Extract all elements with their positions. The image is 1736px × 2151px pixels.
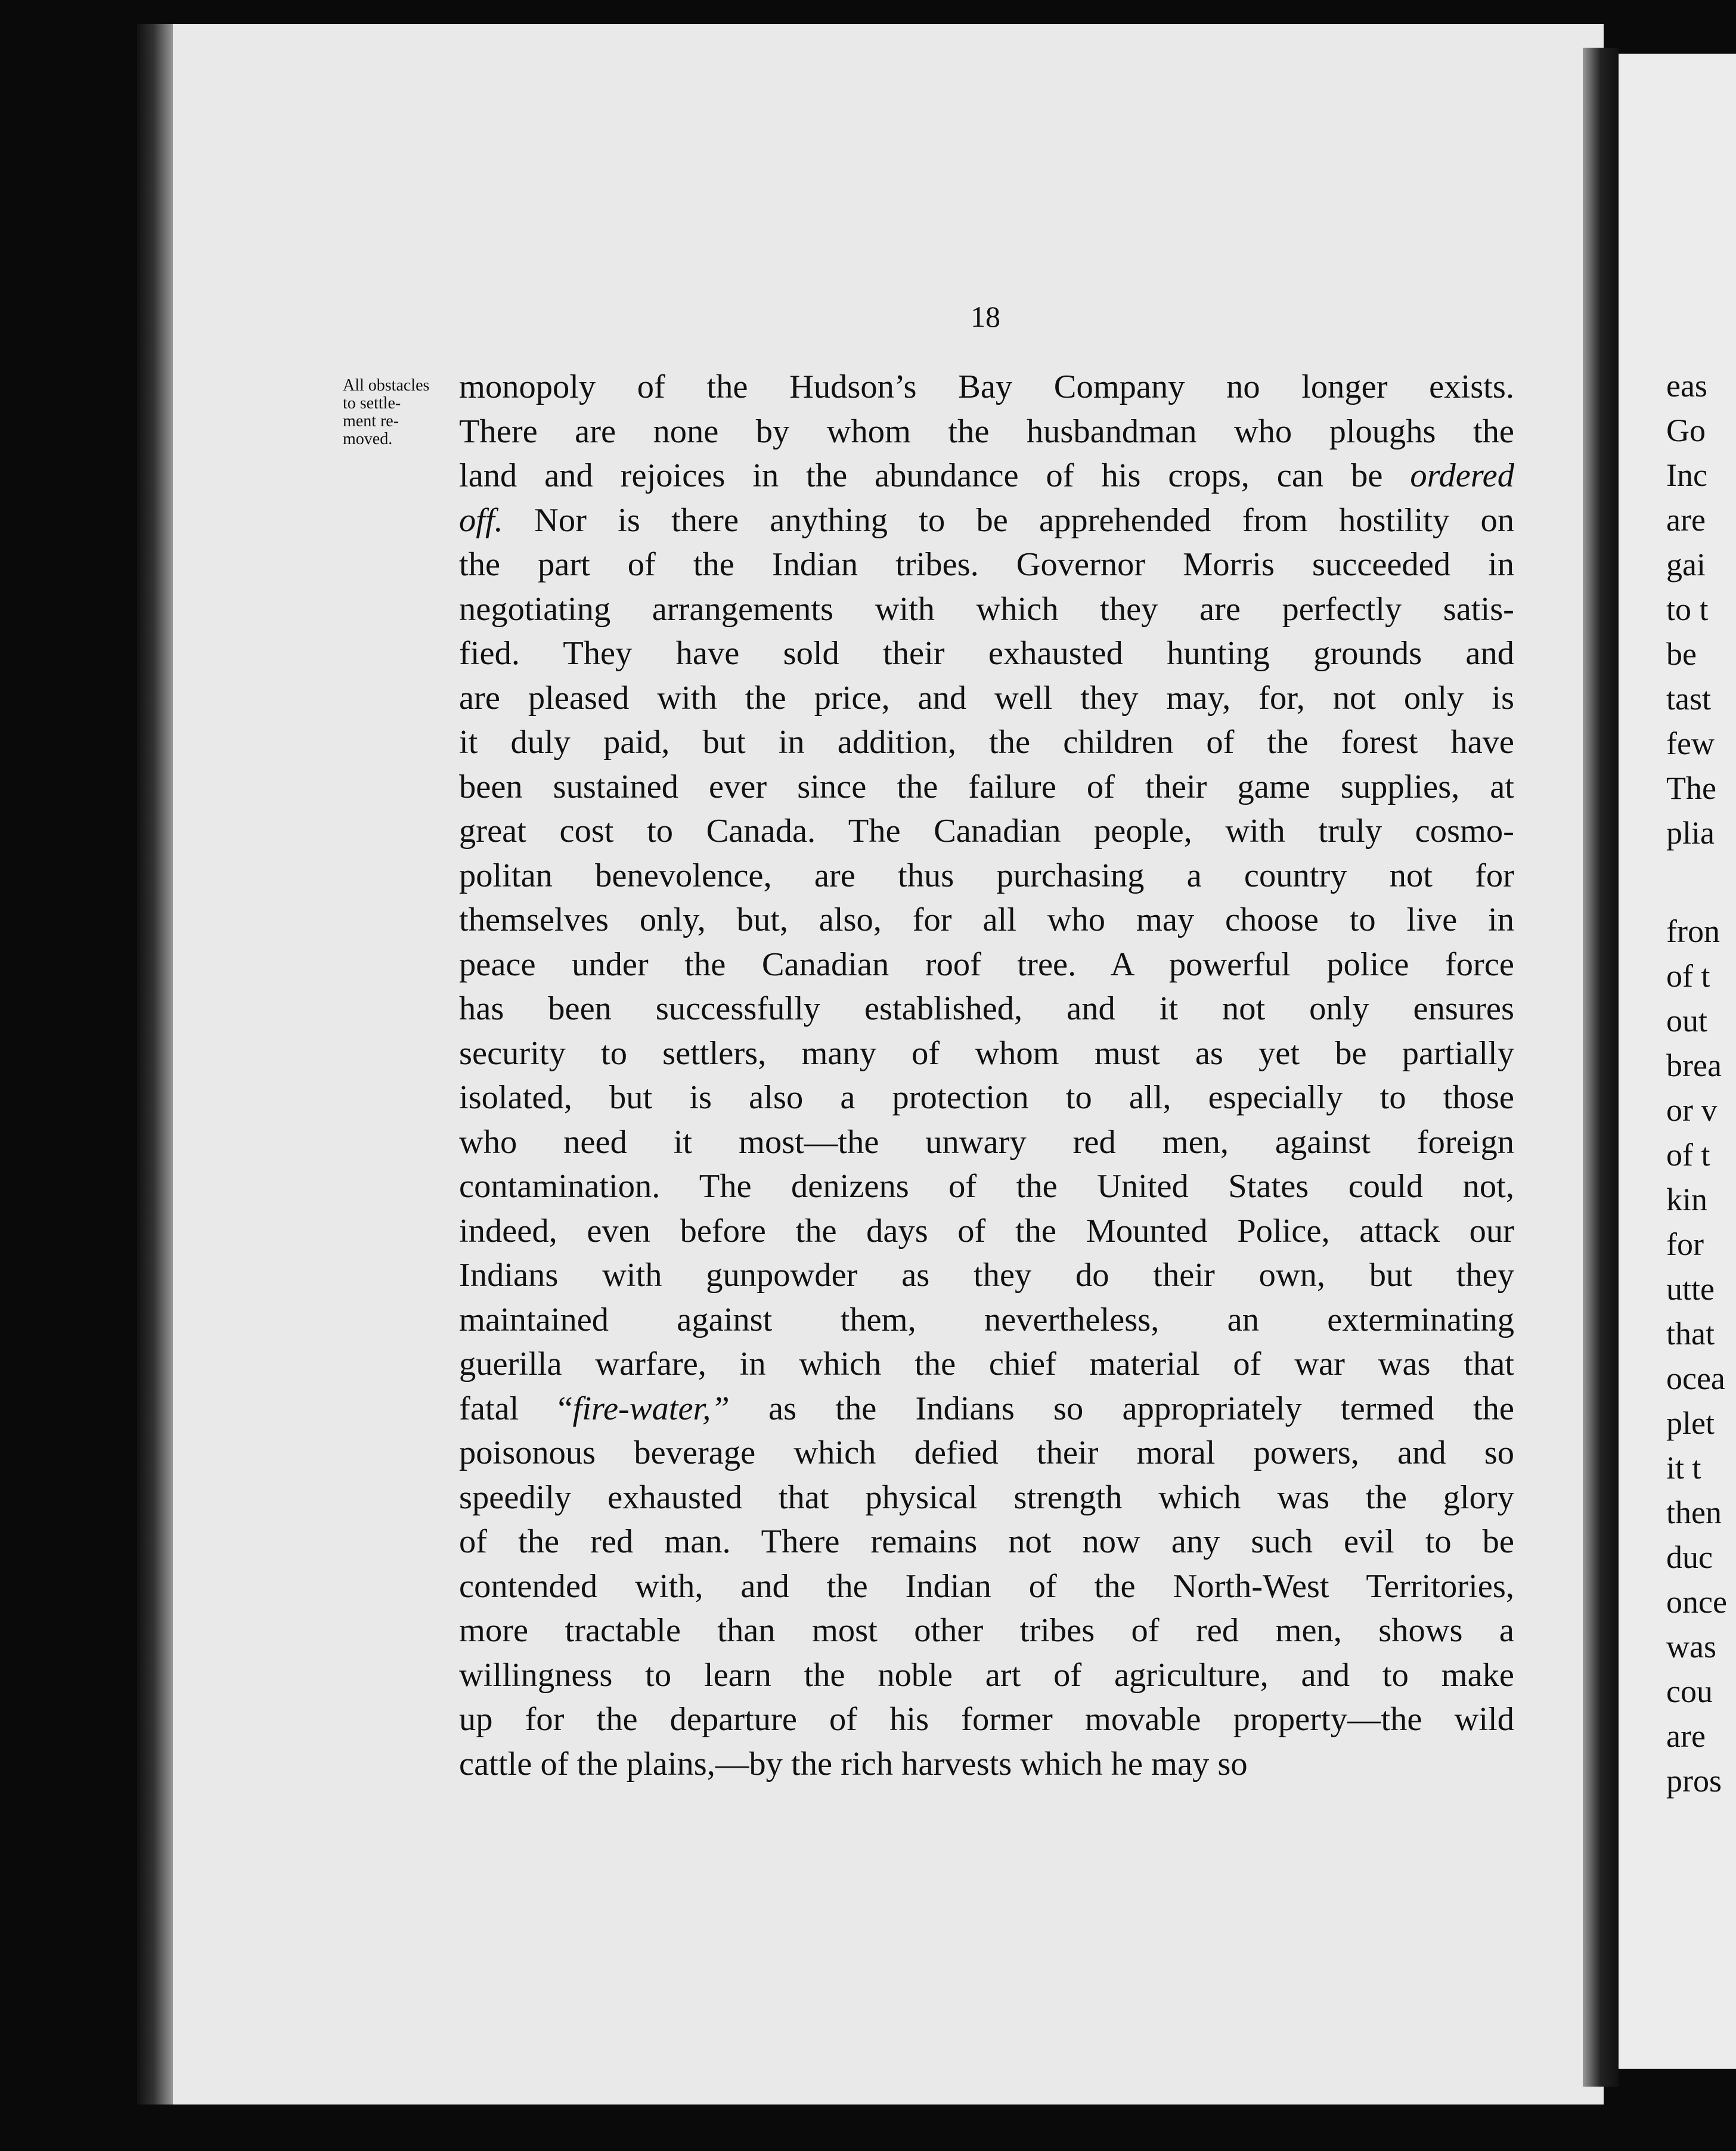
- next-page-text-fragment: it t: [1666, 1450, 1701, 1486]
- next-page-text-fragment: cou: [1666, 1673, 1713, 1709]
- next-page-text-fragment: out: [1666, 1003, 1708, 1039]
- text-segment: as the Indians so appropriately termed the: [768, 1390, 1514, 1427]
- text-segment: Nor is there anything to be apprehended from hostility on: [534, 501, 1514, 539]
- next-page-text-fragment: of t: [1666, 1137, 1710, 1173]
- margin-note-line: to settle-: [343, 394, 401, 413]
- text-line: indeed, even before the days of the Mounted Police, attack our: [459, 1212, 1514, 1250]
- text-line: up for the departure of his former movable property—the wild: [459, 1701, 1514, 1738]
- next-page-text-fragment: to t: [1666, 591, 1709, 627]
- next-page-text-fragment: of t: [1666, 958, 1710, 994]
- text-line: it duly paid, but in addition, the children of the forest have: [459, 724, 1514, 761]
- next-page-text-fragment: ocea: [1666, 1360, 1725, 1396]
- text-line: great cost to Canada. The Canadian people, with truly cosmo-: [459, 813, 1514, 850]
- italic-text: fire-water,”: [572, 1390, 730, 1427]
- next-page-text-fragment: eas: [1666, 368, 1707, 404]
- text-line: Indians with gunpowder as they do their own, but they: [459, 1257, 1514, 1294]
- text-line: themselves only, but, also, for all who may choose to live in: [459, 901, 1514, 938]
- text-line: more tractable than most other tribes of red men, shows a: [459, 1612, 1514, 1649]
- next-page-text-fragment: pros: [1666, 1763, 1722, 1799]
- next-page-text-fragment: Go: [1666, 413, 1706, 448]
- text-line: willingness to learn the noble art of agriculture, and to make: [459, 1656, 1514, 1694]
- next-page-text-fragment: kin: [1666, 1182, 1708, 1217]
- next-page-text-fragment: tast: [1666, 681, 1711, 717]
- text-line: who need it most—the unwary red men, against foreign: [459, 1123, 1514, 1161]
- next-page-text-fragment: or v: [1666, 1092, 1718, 1128]
- text-line: has been successfully established, and it not only ensures: [459, 990, 1514, 1027]
- next-page-text-fragment: that: [1666, 1316, 1715, 1352]
- text-line: monopoly of the Hudson’s Bay Company no longer exists.: [459, 368, 1514, 405]
- next-page-text-fragment: The: [1666, 770, 1716, 806]
- book-gutter: [1583, 48, 1619, 2087]
- italic-text: ordered: [1410, 457, 1515, 494]
- next-page-text-fragment: are: [1666, 1718, 1706, 1754]
- text-line: maintained against them, nevertheless, an exterminating: [459, 1301, 1514, 1338]
- text-line: politan benevolence, are thus purchasing a country not for: [459, 857, 1514, 894]
- next-page-text-fragment: brea: [1666, 1047, 1722, 1083]
- book-page-right-edge: [1619, 54, 1736, 2069]
- next-page-text-fragment: was: [1666, 1629, 1716, 1665]
- page-number: 18: [971, 300, 1000, 333]
- next-page-text-fragment: duc: [1666, 1539, 1713, 1575]
- margin-note-line: ment re-: [343, 412, 399, 430]
- text-line: are pleased with the price, and well they may, for, not only is: [459, 679, 1514, 717]
- text-line: contended with, and the Indian of the North-West Territories,: [459, 1567, 1514, 1605]
- next-page-text-fragment: plia: [1666, 815, 1715, 851]
- text-line: [459, 498, 1514, 543]
- text-line: isolated, but is also a protection to all, especially to those: [459, 1079, 1514, 1116]
- text-line: [459, 1387, 1514, 1431]
- next-page-text-fragment: utte: [1666, 1271, 1715, 1307]
- text-line: cattle of the plains,—by the rich harvests which he may so: [459, 1745, 1248, 1783]
- next-page-text-fragment: fron: [1666, 913, 1720, 949]
- text-line: been sustained ever since the failure of their game supplies, at: [459, 768, 1514, 805]
- body-text: [459, 365, 1514, 1786]
- next-page-text-fragment: Inc: [1666, 457, 1707, 493]
- next-page-text-fragment: be: [1666, 636, 1697, 672]
- text-line: poisonous beverage which defied their moral powers, and so: [459, 1434, 1514, 1471]
- text-segment: fatal “: [459, 1390, 573, 1427]
- text-line: fied. They have sold their exhausted hunting grounds and: [459, 635, 1514, 672]
- next-page-text-fragment: gai: [1666, 547, 1706, 582]
- text-line: guerilla warfare, in which the chief material of war was that: [459, 1346, 1514, 1383]
- text-line: speedily exhausted that physical strength which was the glory: [459, 1479, 1514, 1516]
- next-page-text-fragment: once: [1666, 1584, 1727, 1620]
- italic-text: off.: [459, 501, 503, 539]
- text-segment: land and rejoices in the abundance of his crops, can be: [459, 457, 1383, 494]
- next-page-text-fragment: for: [1666, 1226, 1704, 1262]
- text-line: security to settlers, many of whom must as yet be partially: [459, 1034, 1514, 1072]
- text-line: peace under the Canadian roof tree. A powerful police force: [459, 946, 1514, 983]
- margin-note: [343, 377, 462, 448]
- text-line: the part of the Indian tribes. Governor Morris succeeded in: [459, 546, 1514, 583]
- margin-note-line: moved.: [343, 430, 393, 448]
- next-page-text-fragment: then: [1666, 1495, 1722, 1530]
- text-line: [459, 454, 1514, 498]
- text-line: contamination. The denizens of the United States could not,: [459, 1168, 1514, 1205]
- next-page-text-fragment: plet: [1666, 1405, 1715, 1441]
- margin-note-line: All obstacles: [343, 376, 430, 395]
- next-page-text-fragment: are: [1666, 502, 1706, 538]
- next-page-text-fragment: few: [1666, 726, 1715, 761]
- text-line: There are none by whom the husbandman who ploughs the: [459, 413, 1514, 450]
- text-line: negotiating arrangements with which they are perfectly satis-: [459, 590, 1514, 628]
- text-line: of the red man. There remains not now any such evil to be: [459, 1523, 1514, 1560]
